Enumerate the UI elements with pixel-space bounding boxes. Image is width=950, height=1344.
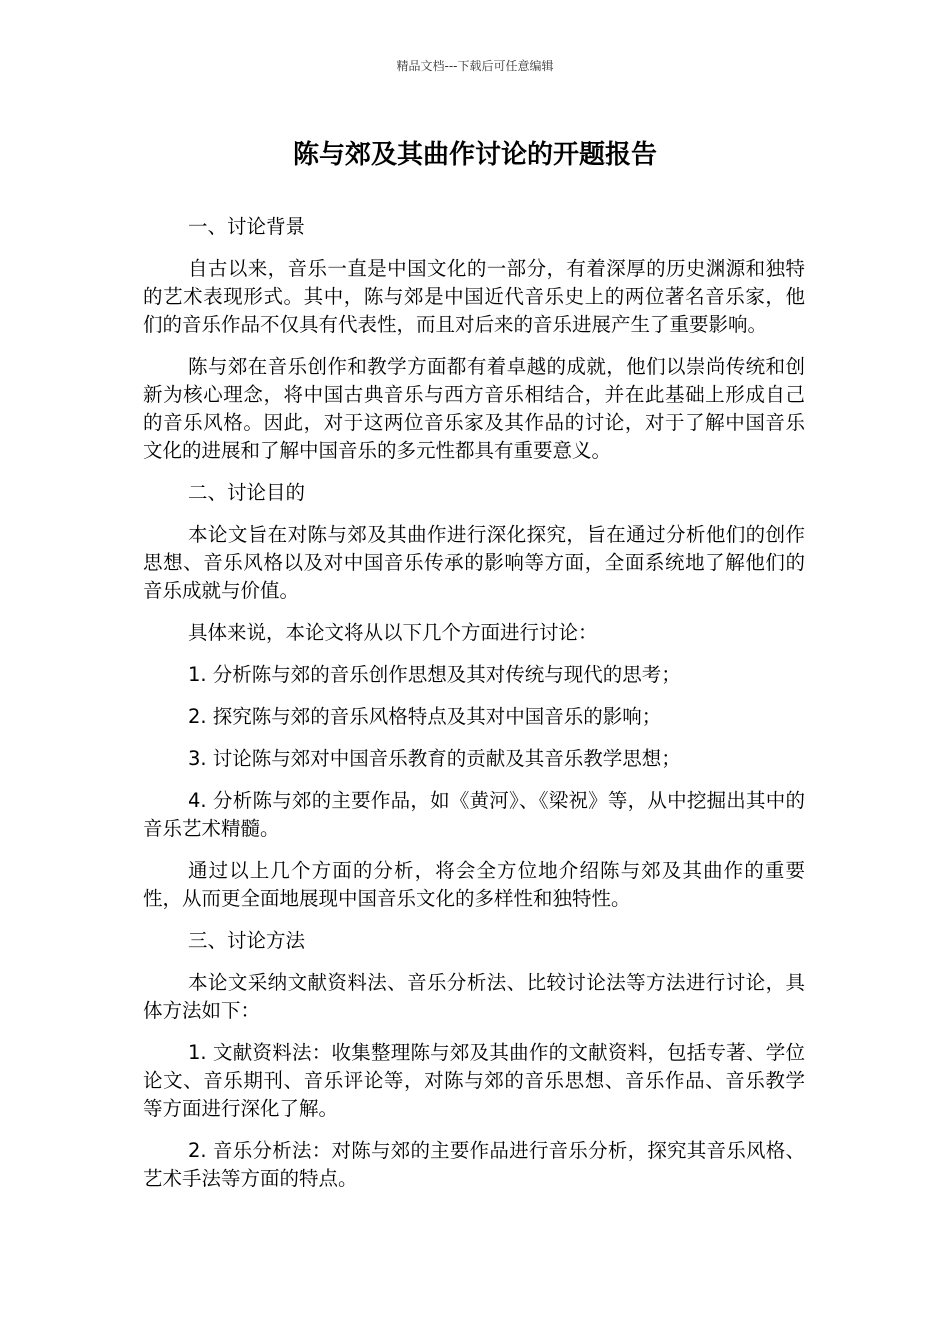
document-body [143, 213, 805, 1207]
header-note: 精品文档---下载后可任意编辑 [396, 59, 554, 73]
section-heading-purpose: 二、讨论目的 [188, 481, 306, 504]
section-heading-background: 一、讨论背景 [188, 215, 306, 238]
list-item-method-1: 1. 文献资料法：收集整理陈与郊及其曲作的文献资料，包括专著、学位论文、音乐期刊、音乐评论等，对陈与郊的音乐思想、音乐作品、音乐教学等方面进行深化了解。 [143, 1041, 805, 1120]
list-item-purpose-4: 4. 分析陈与郊的主要作品，如《黄河》、《梁祝》等，从中挖掘出其中的音乐艺术精髓。 [143, 789, 805, 840]
paragraph-method-intro: 本论文采纳文献资料法、音乐分析法、比较讨论法等方法进行讨论，具体方法如下： [143, 971, 805, 1022]
paragraph-purpose-summary: 通过以上几个方面的分析，将会全方位地介绍陈与郊及其曲作的重要性，从而更全面地展现中国音乐文化的多样性和独特性。 [143, 859, 805, 910]
list-item-purpose-3: 3. 讨论陈与郊对中国音乐教育的贡献及其音乐教学思想； [188, 747, 681, 770]
list-item-purpose-2: 2. 探究陈与郊的音乐风格特点及其对中国音乐的影响； [188, 705, 662, 728]
paragraph-purpose-1: 本论文旨在对陈与郊及其曲作进行深化探究，旨在通过分析他们的创作思想、音乐风格以及对中国音乐传承的影响等方面，全面系统地了解他们的音乐成就与价值。 [143, 523, 805, 602]
paragraph-purpose-intro: 具体来说，本论文将从以下几个方面进行讨论： [188, 621, 598, 644]
paragraph-background-1: 自古以来，音乐一直是中国文化的一部分，有着深厚的历史渊源和独特的艺术表现形式。其中，陈与郊是中国近代音乐史上的两位著名音乐家，他们的音乐作品不仅具有代表性，而且对后来的音乐进展产生了重要影响。 [143, 257, 805, 336]
list-item-method-2: 2. 音乐分析法：对陈与郊的主要作品进行音乐分析，探究其音乐风格、艺术手法等方面的特点。 [143, 1139, 805, 1190]
section-heading-method: 三、讨论方法 [188, 929, 306, 952]
list-item-purpose-1: 1. 分析陈与郊的音乐创作思想及其对传统与现代的思考； [188, 663, 681, 686]
document-title: 陈与郊及其曲作讨论的开题报告 [292, 140, 657, 170]
paragraph-background-2: 陈与郊在音乐创作和教学方面都有着卓越的成就，他们以崇尚传统和创新为核心理念，将中国古典音乐与西方音乐相结合，并在此基础上形成自己的音乐风格。因此，对于这两位音乐家及其作品的讨论，对于了解中国音乐文化的进展和了解中国音乐的多元性都具有重要意义。 [143, 355, 805, 462]
